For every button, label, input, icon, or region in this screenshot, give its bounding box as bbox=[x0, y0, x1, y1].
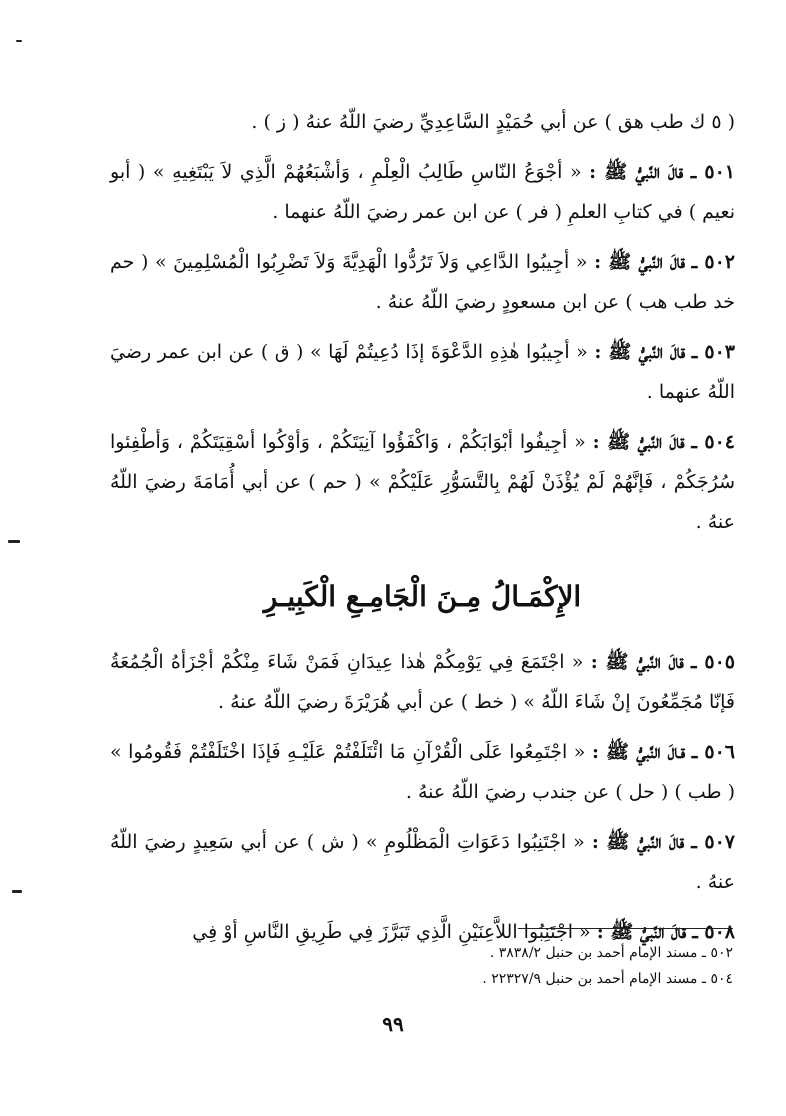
hadith-text: « اجْتَنِبُوا اللاَّعِنَيْنِ الَّذِي تَبَرَّزَ فِي طَرِيقِ النَّاسِ أوْ فِي bbox=[192, 921, 591, 943]
hadith-number: ٥٠٦ ـ bbox=[691, 741, 736, 763]
page-number: ٩٩ bbox=[382, 1012, 404, 1036]
hadith-text: « اجْتَمَعَ فِي يَوْمِكُمْ هٰذا عِيدَانِ فَمَنْ شَاءَ مِنْكُمْ أجْزَأهُ الْجُمُعَةُ فَإنّا مُجَمِّعُونَ إنْ شَاءَ اللّهُ » ( خط ) عن أبي هُرَيْرَةَ رضيَ اللّهُ عنهُ . bbox=[110, 651, 735, 713]
margin-mark-lower-left bbox=[12, 890, 22, 893]
margin-mark-middle-left bbox=[8, 540, 20, 543]
hadith-speaker: قالَ النَّبيُّ ﷺ : bbox=[592, 431, 685, 453]
hadith-speaker: قالَ النَّبيُّ ﷺ : bbox=[596, 921, 687, 943]
hadith-text: « اجْتَمِعُوا عَلَى الْقُرْآنِ مَا ائْتَلَفْتُمْ عَلَيْـهِ فَإذَا اخْتَلَفْتُمْ فَقُومُوا » ( طب ) ( حل ) عن جندب رضيَ اللّهُ عنهُ . bbox=[110, 741, 735, 803]
margin-mark-top-left bbox=[16, 40, 22, 42]
hadith-number: ٥٠١ ـ bbox=[690, 161, 736, 183]
hadith-speaker: قـالَ النَّبيُّ ﷺ : bbox=[591, 741, 686, 763]
hadith-entry-504 bbox=[110, 422, 735, 542]
hadith-speaker: قالَ النَّبيُّ ﷺ : bbox=[594, 341, 686, 363]
footnote-item: ٥٠٢ ـ مسند الإمام أحمد بن حنبل ٣٨٣٨/٢ . bbox=[489, 945, 733, 961]
hadith-speaker: قالَ النَّبيُّ ﷺ : bbox=[591, 831, 685, 853]
hadith-text: « أجِيفُوا أبْوَابَكُمْ ، وَاكْفَؤُوا آنِيَتَكُمْ ، وَأوْكُوا أسْقِيَتَكُمْ ، وَأطْفِئوا سُرُجَكُمْ ، فَإنَّهُمْ لَمْ يُؤْذَنْ لَهُمْ بِالتَّسَوُّرِ عَلَيْكُمْ » ( حم ) عن أبي أُمَامَةَ رضيَ اللّهُ عنهُ . bbox=[110, 431, 735, 533]
hadith-number: ٥٠٤ ـ bbox=[691, 431, 736, 453]
hadith-speaker: قالَ النَّبيُّ ﷺ : bbox=[590, 651, 684, 673]
hadith-text: « أجْوَعُ النّاسِ طَالِبُ الْعِلْمِ ، وَأشْبَعُهُمْ الَّذِي لاَ يَبْتَغِيهِ » ( أبو نعيم ) في كتابِ العلمِ ( فر ) عن ابن عمر رضيَ اللّهُ عنهما . bbox=[110, 161, 735, 223]
hadith-number: ٥٠٧ ـ bbox=[691, 831, 736, 853]
hadith-text: « اجْتَنِبُوا دَعَوَاتِ الْمَظْلُومِ » ( ش ) عن أبي سَعِيدٍ رضيَ اللّهُ عنهُ . bbox=[110, 831, 735, 893]
hadith-entry-506 bbox=[110, 732, 735, 812]
footnotes bbox=[340, 940, 733, 992]
hadith-speaker: قالَ النَّبيُّ ﷺ : bbox=[589, 161, 684, 183]
hadith-number: ٥٠٣ ـ bbox=[691, 341, 736, 363]
hadith-number: ٥٠٢ ـ bbox=[691, 251, 736, 273]
entry-continuation bbox=[110, 102, 735, 142]
main-text bbox=[110, 102, 735, 962]
section-title: الإِكْمَـالُ مِـنَ الْجَامِـعِ الْكَبِيـرِ bbox=[263, 580, 582, 613]
hadith-text: « أجِيبُوا هٰذِهِ الدَّعْوَةَ إذَا دُعِيتُمْ لَهَا » ( ق ) عن ابن عمر رضيَ اللّهُ عنهما . bbox=[110, 341, 735, 403]
hadith-number: ٥٠٨ ـ bbox=[692, 921, 735, 943]
hadith-entry-501 bbox=[110, 152, 735, 232]
hadith-entry-505 bbox=[110, 642, 735, 722]
hadith-entry-507 bbox=[110, 822, 735, 902]
entry-text: ( ٥ ك طب هق ) عن أبي حُمَيْدٍ السَّاعِدِيِّ رضيَ اللّهُ عنهُ ( ز ) . bbox=[251, 111, 735, 133]
footnote-item: ٥٠٤ ـ مسند الإمام أحمد بن حنبل ٢٢٣٢٧/٩ . bbox=[482, 971, 733, 987]
footnote-divider bbox=[518, 928, 733, 929]
hadith-text: « أجِيبُوا الدَّاعِي وَلاَ تَرُدُّوا الْهَدِيَّةَ وَلاَ تَضْرِبُوا الْمُسْلِمِينَ » ( حم خد طب هب ) عن ابن مسعودٍ رضيَ اللّهُ عنهُ . bbox=[110, 251, 735, 313]
hadith-entry-503 bbox=[110, 332, 735, 412]
hadith-speaker: قالَ النَّبيُّ ﷺ : bbox=[594, 251, 686, 273]
hadith-entry-502 bbox=[110, 242, 735, 322]
hadith-number: ٥٠٥ ـ bbox=[690, 651, 735, 673]
